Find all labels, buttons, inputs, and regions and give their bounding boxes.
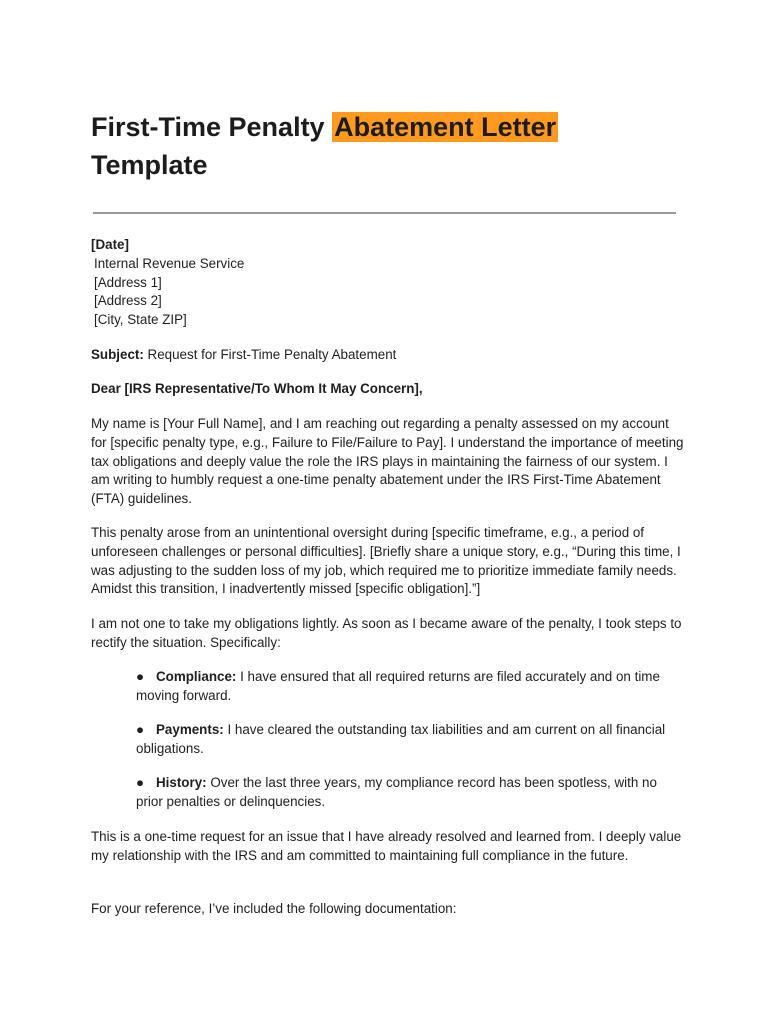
list-item (136, 774, 686, 812)
paragraph-5: For your reference, I’ve included the following documentation: (91, 901, 457, 916)
bullet-text: I have cleared the outstanding tax liabilities and am current on all financial obligations. (136, 722, 666, 756)
letter-header (91, 236, 686, 330)
subject-line (91, 346, 686, 365)
paragraph-1: My name is [Your Full Name], and I am reaching out regarding a penalty assessed on my account for [specific penalty type, e.g., Failure to File/Failure to Pay]. I understand the importance of meeting tax obligations and deeply value the role the IRS plays in maintaining the fairness of our system. I am writing to humbly request a one-time penalty abatement under the IRS First-Time Abatement (FTA) guidelines. (91, 416, 684, 507)
paragraph-background (91, 524, 686, 599)
bullet-label: History: (156, 775, 207, 790)
paragraph-intro (91, 415, 686, 509)
horizontal-divider (93, 212, 676, 214)
bullet-text: I have ensured that all required returns are filed accurately and on time moving forward. (136, 669, 660, 703)
list-item (136, 668, 686, 706)
paragraph-actions (91, 615, 686, 653)
address-line-2: [Address 1] (94, 274, 162, 290)
paragraph-2: This penalty arose from an unintentional oversight during [specific timeframe, e.g., a period of unforeseen challenges or personal difficulties]. [Briefly share a unique story, e.g., “During this time, I was adjusting to the sudden loss of my job, which required me to prioritize immediate family needs. Amidst this transition, I inadvertently missed [specific obligation].”] (91, 525, 681, 597)
date-placeholder: [Date] (91, 237, 129, 252)
subject-text: Request for First-Time Penalty Abatement (143, 347, 397, 362)
address-line-4: [City, State ZIP] (94, 312, 187, 328)
title-part-1: First-Time Penalty (91, 112, 333, 142)
list-item (136, 721, 686, 759)
page-title (91, 108, 691, 184)
title-highlight: Abatement Letter (334, 112, 557, 142)
address-line-3: [Address 2] (94, 293, 162, 309)
paragraph-3: I am not one to take my obligations lightly. As soon as I became aware of the penalty, I took steps to rectify the situation. Specifically: (91, 616, 682, 650)
bullet-icon: ● (136, 775, 145, 790)
bullet-label: Payments: (156, 722, 224, 737)
bullet-icon: ● (136, 669, 145, 684)
bullet-icon: ● (136, 722, 145, 737)
paragraph-closing (91, 828, 686, 866)
bullet-label: Compliance: (156, 669, 237, 684)
address-line-1: Internal Revenue Service (94, 255, 245, 271)
subject-label: Subject: (91, 347, 144, 362)
title-part-2: Template (91, 150, 208, 180)
paragraph-reference (91, 900, 686, 919)
bullet-text: Over the last three years, my compliance record has been spotless, with no prior penalties or delinquencies. (136, 775, 657, 809)
salutation: Dear [IRS Representative/To Whom It May Concern], (91, 381, 423, 396)
paragraph-4: This is a one-time request for an issue that I have already resolved and learned from. I deeply value my relationship with the IRS and am committed to maintaining full compliance in the future. (91, 829, 682, 863)
